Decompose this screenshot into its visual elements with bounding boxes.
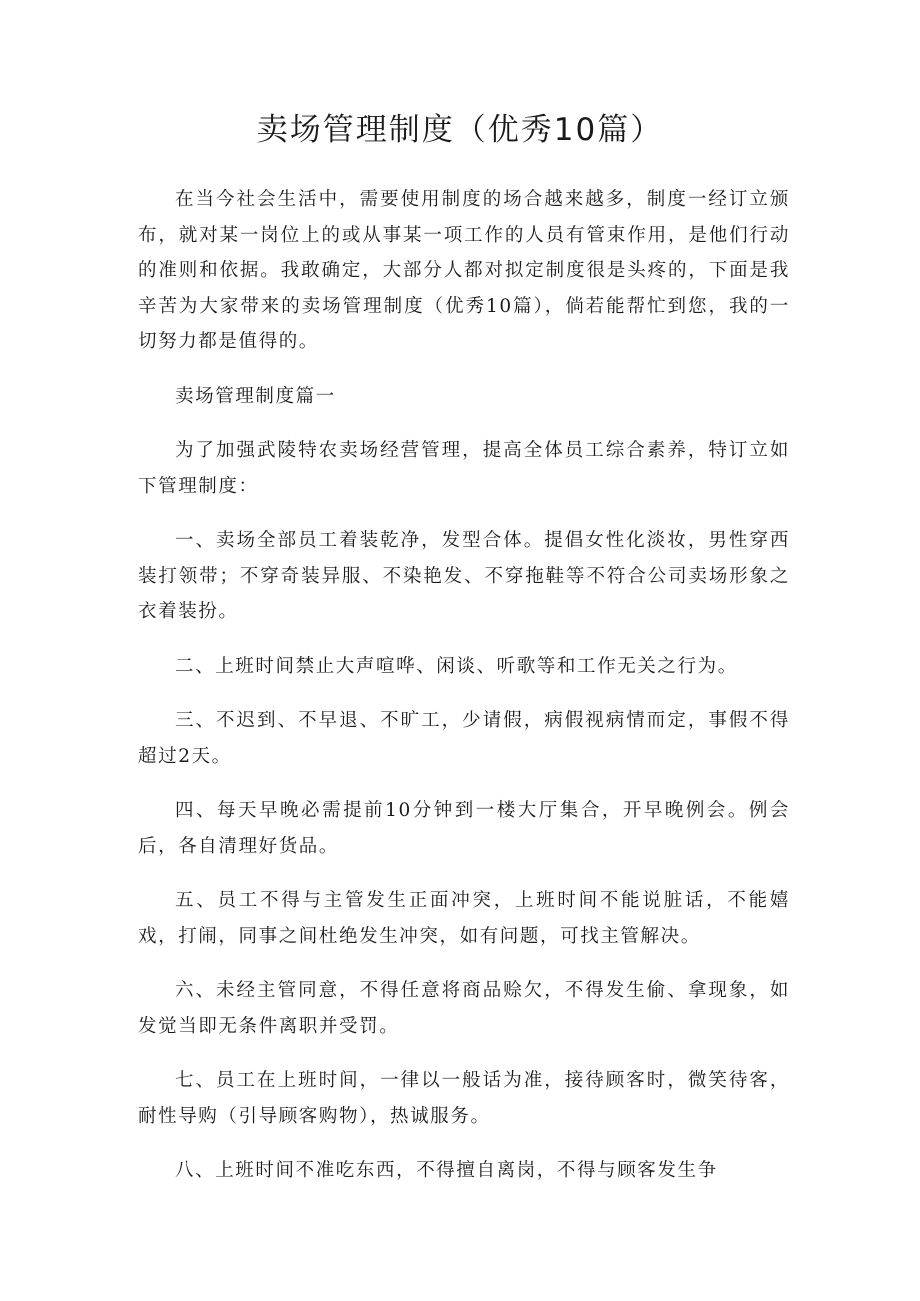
document-title: 卖场管理制度（优秀10篇） — [256, 112, 664, 148]
body-paragraph: 为了加强武陵特农卖场经营管理，提高全体员工综合素养，特订立如下管理制度： — [138, 440, 790, 497]
rule-item-8: 八、上班时间不准吃东西，不得擅自离岗，不得与顾客发生争 — [175, 1160, 718, 1181]
rule-item-7: 七、员工在上班时间，一律以一般话为准，接待顾客时，微笑待客，耐性导购（引导顾客购物），热诚服务。 — [138, 1070, 790, 1127]
rule-item-5: 五、员工不得与主管发生正面冲突，上班时间不能说脏话，不能嬉戏，打闹，同事之间杜绝发生冲突，如有问题，可找主管解决。 — [138, 890, 790, 947]
rule-item-6: 六、未经主管同意，不得任意将商品赊欠，不得发生偷、拿现象，如发觉当即无条件离职并受罚。 — [138, 980, 790, 1037]
section-heading: 卖场管理制度篇一 — [175, 385, 336, 407]
document-body — [138, 182, 790, 1208]
intro-paragraph: 在当今社会生活中，需要使用制度的场合越来越多，制度一经订立颁布，就对某一岗位上的或从事某一项工作的人员有管束作用，是他们行动的准则和依据。我敢确定，大部分人都对拟定制度很是头疼的，下面是我辛苦为大家带来的卖场管理制度（优秀10篇），倘若能帮忙到您，我的一切努力都是值得的。 — [138, 189, 790, 352]
rule-item-1: 一、卖场全部员工着装乾净，发型合体。提倡女性化淡妆，男性穿西装打领带；不穿奇装异服、不染艳发、不穿拖鞋等不符合公司卖场形象之衣着装扮。 — [138, 530, 790, 622]
rule-item-3: 三、不迟到、不早退、不旷工，少请假，病假视病情而定，事假不得超过2天。 — [138, 710, 790, 767]
rule-item-4: 四、每天早晚必需提前10分钟到一楼大厅集合，开早晚例会。例会后，各自清理好货品。 — [138, 800, 790, 857]
rule-item-2: 二、上班时间禁止大声喧哗、闲谈、听歌等和工作无关之行为。 — [175, 655, 738, 677]
